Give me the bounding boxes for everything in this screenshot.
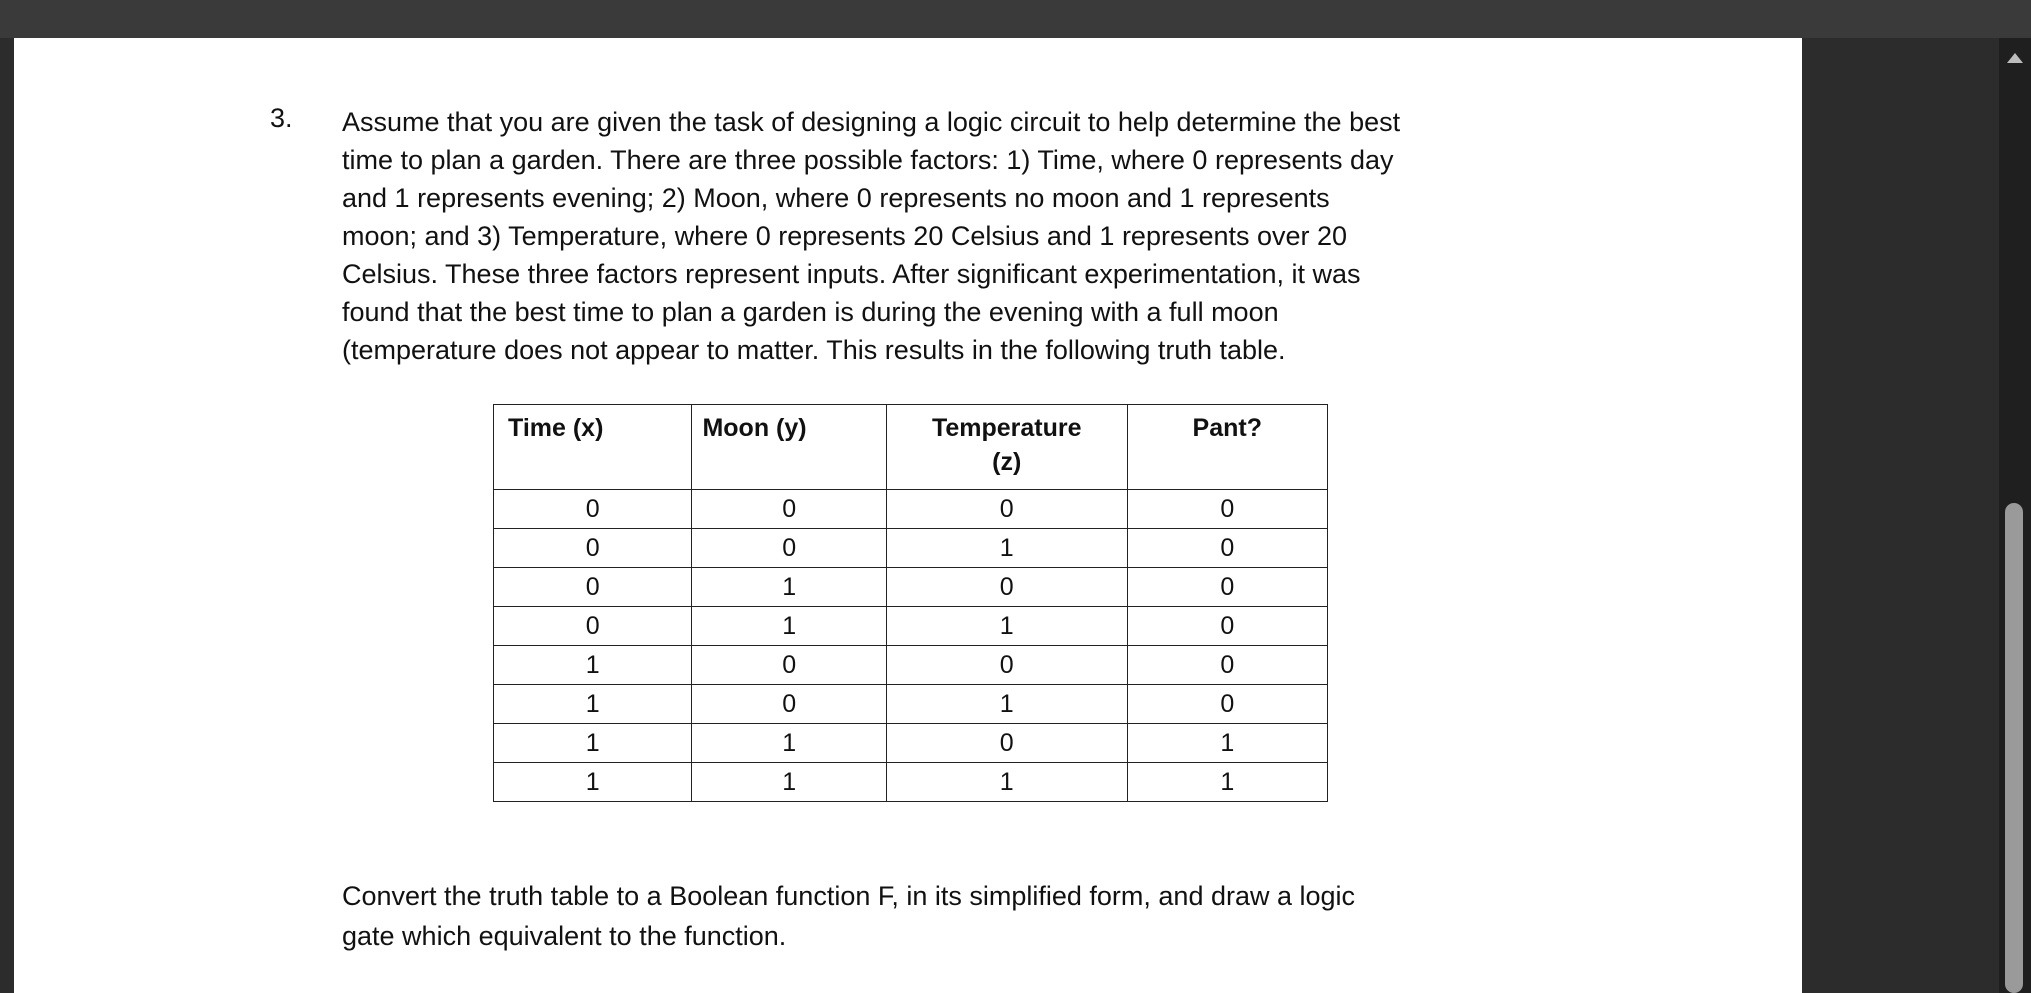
question-line: and 1 represents evening; 2) Moon, where 0 represents no moon and 1 represents xyxy=(342,183,1330,213)
scroll-up-button[interactable] xyxy=(1999,48,2031,72)
truth-table-cell: 0 xyxy=(692,529,886,568)
question-line: time to plan a garden. There are three possible factors: 1) Time, where 0 represents day xyxy=(342,145,1394,175)
truth-table-cell: 0 xyxy=(886,490,1127,529)
truth-table-cell: 1 xyxy=(886,529,1127,568)
side-panel xyxy=(1802,38,1999,993)
truth-table-cell: 1 xyxy=(886,607,1127,646)
truth-table-row xyxy=(494,763,1328,802)
truth-table-cell: 1 xyxy=(494,646,692,685)
truth-table-cell: 0 xyxy=(1127,490,1327,529)
header-plant: Pant? xyxy=(1127,405,1327,490)
truth-table-cell: 0 xyxy=(494,529,692,568)
truth-table-cell: 0 xyxy=(494,607,692,646)
truth-table-row xyxy=(494,685,1328,724)
truth-table-cell: 1 xyxy=(692,607,886,646)
truth-table-row xyxy=(494,490,1328,529)
truth-table-cell: 0 xyxy=(494,568,692,607)
truth-table-cell: 1 xyxy=(692,724,886,763)
truth-table-cell: 1 xyxy=(692,763,886,802)
question-line: (temperature does not appear to matter. This results in the following truth table. xyxy=(342,335,1286,365)
followup-line: gate which equivalent to the function. xyxy=(342,921,787,951)
truth-table-row xyxy=(494,724,1328,763)
question-text xyxy=(342,103,1572,369)
truth-table-cell: 1 xyxy=(494,685,692,724)
truth-table-row xyxy=(494,529,1328,568)
truth-table-cell: 1 xyxy=(1127,724,1327,763)
vertical-scrollbar[interactable] xyxy=(1999,38,2031,993)
truth-table-cell: 0 xyxy=(494,490,692,529)
truth-table-row xyxy=(494,607,1328,646)
truth-table-header-row xyxy=(494,405,1328,490)
truth-table-cell: 0 xyxy=(886,646,1127,685)
truth-table-cell: 0 xyxy=(1127,607,1327,646)
question-number: 3. xyxy=(270,103,293,133)
followup-line: Convert the truth table to a Boolean function F, in its simplified form, and draw a logic xyxy=(342,881,1356,911)
truth-table-cell: 1 xyxy=(1127,763,1327,802)
truth-table-row xyxy=(494,646,1328,685)
truth-table-cell: 1 xyxy=(886,763,1127,802)
scroll-thumb[interactable] xyxy=(2005,503,2023,993)
header-time: Time (x) xyxy=(494,405,692,490)
header-temperature-label: Temperature xyxy=(931,414,1082,442)
arrow-up-icon xyxy=(2006,52,2024,64)
truth-table-cell: 1 xyxy=(494,763,692,802)
truth-table-cell: 0 xyxy=(886,568,1127,607)
truth-table-cell: 1 xyxy=(692,568,886,607)
truth-table xyxy=(493,404,1328,802)
truth-table-cell: 0 xyxy=(1127,685,1327,724)
question-line: moon; and 3) Temperature, where 0 represents 20 Celsius and 1 represents over 20 xyxy=(342,221,1348,251)
truth-table-cell: 0 xyxy=(1127,568,1327,607)
question-line: Celsius. These three factors represent inputs. After significant experimentation, it was xyxy=(342,259,1361,289)
truth-table-cell: 0 xyxy=(1127,529,1327,568)
header-temperature-sub: (z) xyxy=(992,448,1022,476)
truth-table-cell: 0 xyxy=(886,724,1127,763)
truth-table-row xyxy=(494,568,1328,607)
truth-table-cell: 0 xyxy=(692,685,886,724)
top-toolbar xyxy=(0,0,2031,38)
truth-table-cell: 1 xyxy=(494,724,692,763)
truth-table-cell: 1 xyxy=(886,685,1127,724)
question-line: found that the best time to plan a garden is during the evening with a full moon xyxy=(342,297,1279,327)
truth-table-cell: 0 xyxy=(1127,646,1327,685)
truth-table-cell: 0 xyxy=(692,646,886,685)
followup-text xyxy=(342,876,1572,956)
question-line: Assume that you are given the task of designing a logic circuit to help determine the best xyxy=(342,107,1401,137)
truth-table-cell: 0 xyxy=(692,490,886,529)
header-temperature xyxy=(886,405,1127,490)
header-moon: Moon (y) xyxy=(692,405,886,490)
